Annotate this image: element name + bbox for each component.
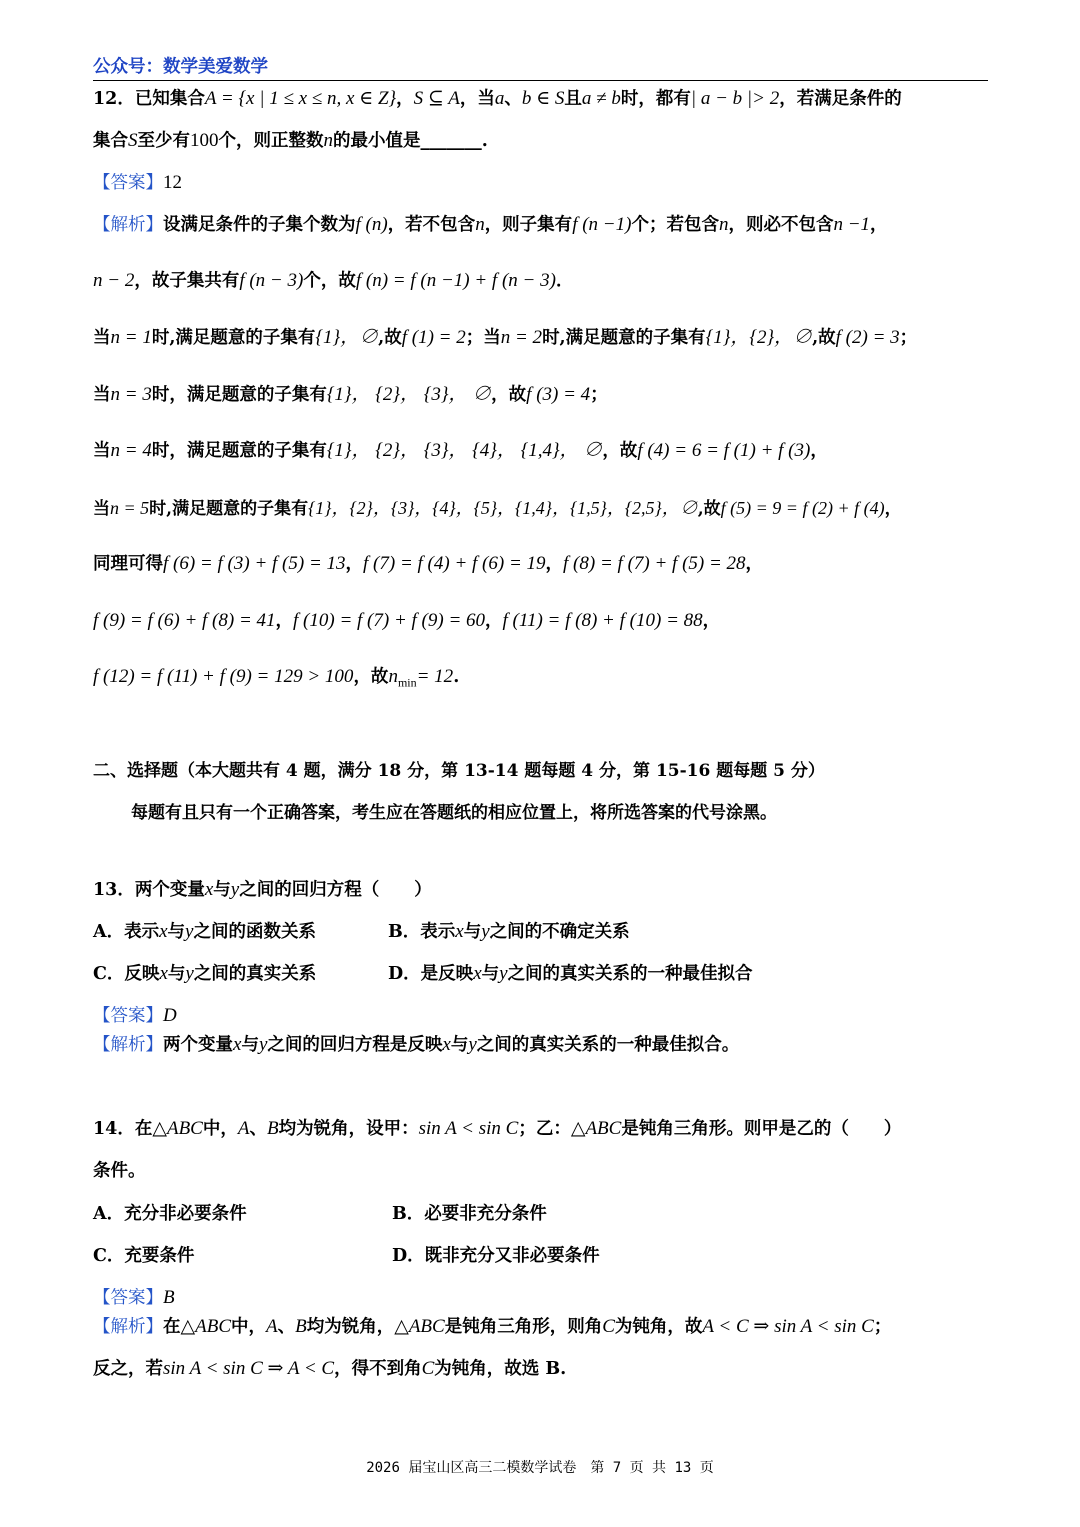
- q13-option-b: B．表示x与y之间的不确定关系: [388, 921, 630, 942]
- q12-line-1: 12．已知集合A = {x | 1 ≤ x ≤ n, x ∈ Z}，S ⊆ A，当a、b ∈ S且a ≠ b时，都有| a − b |> 2，若满足条件的: [93, 88, 902, 109]
- q14-option-a: A．充分非必要条件: [93, 1204, 247, 1224]
- q12-solution-4: 当n = 3时，满足题意的子集有{1}， {2}， {3}， ∅，故f (3) = 4；: [93, 384, 608, 405]
- solution-tag: 【解析】: [93, 1035, 163, 1055]
- q14-answer: [93, 1285, 175, 1311]
- q12-solution-5: 当n = 4时，满足题意的子集有{1}， {2}， {3}， {4}， {1,4}， ∅，故f (4) = 6 = f (1) + f (3)，: [93, 440, 828, 461]
- q12-solution-3: 当n = 1时,满足题意的子集有{1}，∅,故f (1) = 2；当n = 2时,满足题意的子集有{1}，{2}，∅,故f (2) = 3；: [93, 327, 918, 348]
- q12-solution-9: f (12) = f (11) + f (9) = 129 > 100，故$n_{min}= 12$.: [93, 666, 460, 690]
- q14-stem-2: 条件。: [93, 1161, 146, 1181]
- q13-answer: [93, 1003, 177, 1029]
- answer-value: 12: [163, 172, 182, 193]
- solution-tag: 【解析】: [93, 1317, 163, 1337]
- q12-solution-2: n − 2，故子集共有f (n − 3)个，故f (n) = f (n −1) + f (n − 3)．: [93, 270, 574, 291]
- q12-solution-6: 当n = 5时,满足题意的子集有{1}，{2}，{3}，{4}，{5}，{1,4}，{1,5}，{2,5}，∅,故f (5) = 9 = f (2) + f (4)，: [93, 498, 902, 519]
- answer-value: B: [163, 1287, 175, 1308]
- q12-solution-1: 【解析】设满足条件的子集个数为f (n)，若不包含n，则子集有f (n −1)个；若包含n，则必不包含n −1，: [93, 214, 888, 235]
- q12-line-2: 集合S至少有100个，则正整数n的最小值是_______.: [93, 130, 488, 151]
- header-rule: [93, 80, 988, 81]
- q13-option-c: C．反映x与y之间的真实关系: [93, 963, 317, 984]
- q14-option-b: B．必要非充分条件: [392, 1204, 547, 1224]
- answer-tag: 【答案】: [93, 1288, 163, 1308]
- q14-option-d: D．既非充分又非必要条件: [392, 1246, 600, 1266]
- q13-solution: 【解析】两个变量x与y之间的回归方程是反映x与y之间的真实关系的一种最佳拟合。: [93, 1034, 740, 1055]
- q14-stem-1: 14．在△ABC中，A、B均为锐角，设甲：sin A < sin C；乙：△ABC是钝角三角形。则甲是乙的（ ）: [93, 1118, 902, 1139]
- q14-solution-2: 反之，若sin A < sin C ⇒ A < C，得不到角C为钝角，故选 B.: [93, 1358, 567, 1379]
- source-header: 公众号：数学美爱数学: [93, 57, 268, 77]
- q13-option-d: D．是反映x与y之间的真实关系的一种最佳拟合: [388, 963, 753, 984]
- q12-solution-8: f (9) = f (6) + f (8) = 41，f (10) = f (7) + f (9) = 60，f (11) = f (8) + f (10) = 88，: [93, 610, 721, 631]
- solution-tag: 【解析】: [93, 215, 163, 235]
- q14-solution-1: 【解析】在△ABC中，A、B均为锐角，△ABC是钝角三角形，则角C为钝角，故A < C ⇒ sin A < sin C；: [93, 1316, 892, 1337]
- answer-tag: 【答案】: [93, 173, 163, 193]
- q14-option-c: C．充要条件: [93, 1246, 195, 1266]
- answer-value: D: [163, 1005, 177, 1026]
- answer-tag: 【答案】: [93, 1006, 163, 1026]
- q13-stem: 13．两个变量x与y之间的回归方程（ ）: [93, 879, 432, 900]
- section2-instruction: 每题有且只有一个正确答案，考生应在答题纸的相应位置上，将所选答案的代号涂黑。: [131, 803, 777, 823]
- q13-option-a: A．表示x与y之间的函数关系: [93, 921, 316, 942]
- section2-title: 二、选择题（本大题共有 4 题，满分 18 分，第 13-14 题每题 4 分，第 15-16 题每题 5 分）: [93, 761, 825, 781]
- q12-answer: [93, 170, 182, 196]
- page-footer: 2026 届宝山区高三二模数学试卷 第 7 页 共 13 页: [366, 1460, 714, 1476]
- q12-solution-7: 同理可得f (6) = f (3) + f (5) = 13，f (7) = f (4) + f (6) = 19，f (8) = f (7) + f (5) = 28，: [93, 553, 764, 574]
